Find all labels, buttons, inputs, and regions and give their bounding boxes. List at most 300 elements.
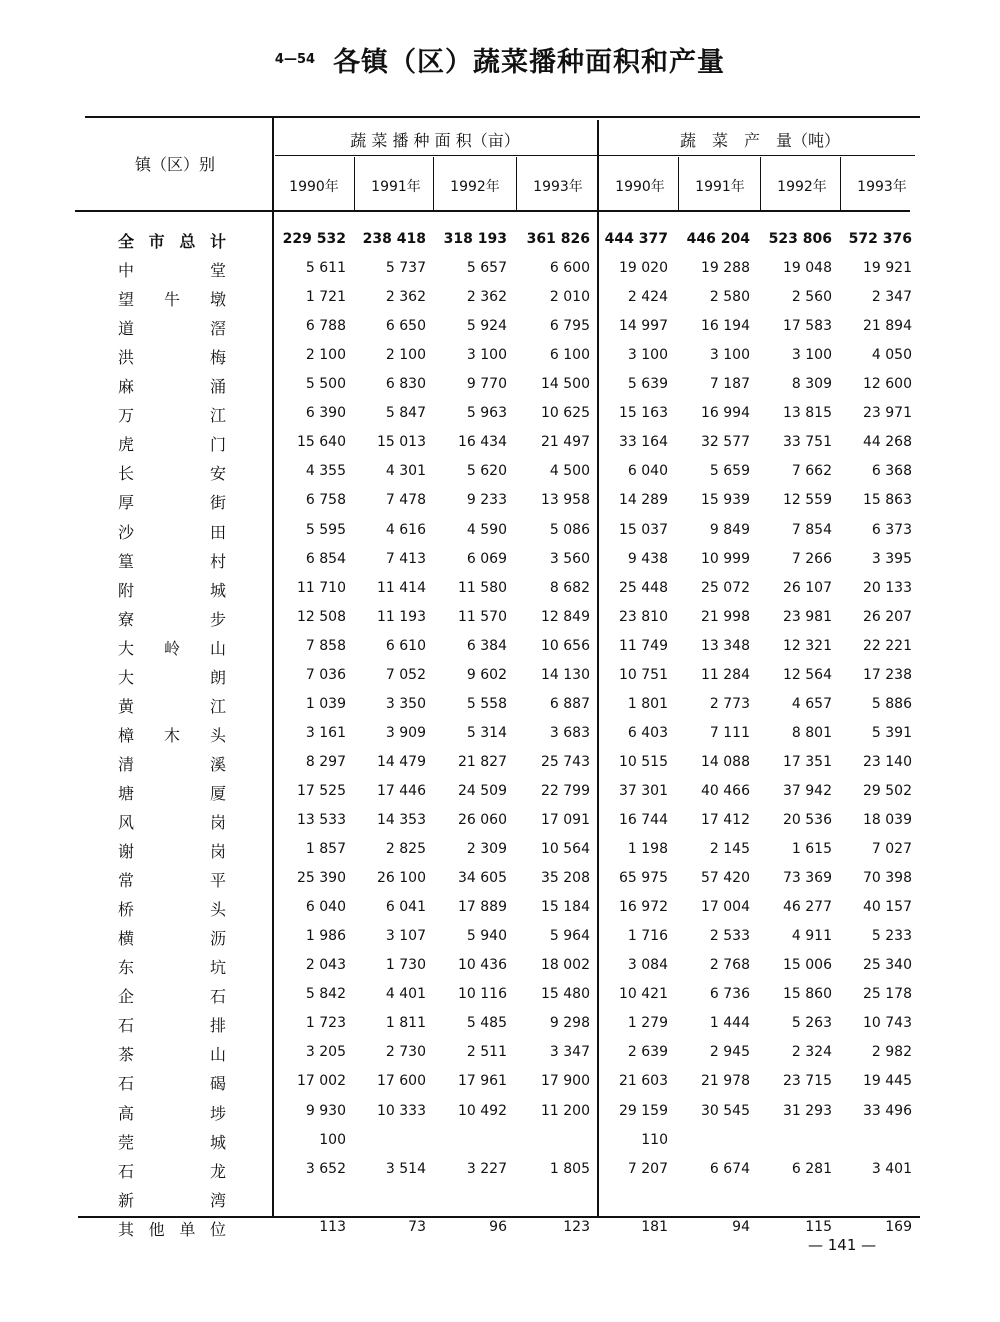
table-cell: 6 830: [385, 376, 426, 392]
table-cell: 3 205: [305, 1044, 346, 1060]
table-cell: 2 730: [385, 1044, 426, 1060]
row-label: [118, 984, 226, 1007]
row-label: [118, 955, 226, 978]
table-cell: 2 010: [549, 289, 590, 305]
table-cell: 19 020: [619, 260, 668, 276]
table-cell: 3 107: [385, 928, 426, 944]
table-cell: 73: [408, 1219, 426, 1235]
table-cell: 7 207: [627, 1161, 668, 1177]
table-cell: 6 368: [871, 463, 912, 479]
row-label-char: 大: [118, 668, 135, 687]
table-cell: 24 509: [458, 783, 507, 799]
table-cell: 10 492: [458, 1103, 507, 1119]
row-label-char: 滘: [209, 319, 226, 338]
row-label: [118, 374, 226, 397]
table-cell: 110: [641, 1132, 668, 1148]
table-cell: 12 559: [783, 492, 832, 508]
table-cell: 2 100: [385, 347, 426, 363]
row-label-char: 山: [209, 1045, 226, 1064]
table-cell: 1 801: [627, 696, 668, 712]
table-cell: 6 674: [709, 1161, 750, 1177]
table-cell: 17 004: [701, 899, 750, 915]
table-cell: 40 157: [863, 899, 912, 915]
row-label: [118, 578, 226, 601]
table-cell: 15 640: [297, 434, 346, 450]
row-label-char: 高: [118, 1104, 135, 1123]
row-label: [118, 868, 226, 891]
table-cell: 4 301: [385, 463, 426, 479]
table-cell: 5 086: [549, 522, 590, 538]
table-cell: 17 351: [783, 754, 832, 770]
table-cell: 6 373: [871, 522, 912, 538]
table-cell: 22 221: [863, 638, 912, 654]
table-cell: 15 013: [377, 434, 426, 450]
row-label-char: 石: [209, 987, 226, 1006]
row-label: [118, 229, 226, 252]
table-cell: 17 412: [701, 812, 750, 828]
row-label-char: 江: [209, 697, 226, 716]
table-cell: 13 815: [783, 405, 832, 421]
year-header: 1993年: [857, 179, 907, 195]
table-cell: 2 982: [871, 1044, 912, 1060]
table-cell: 16 994: [701, 405, 750, 421]
row-label: [118, 258, 226, 281]
table-cell: 15 480: [541, 986, 590, 1002]
row-label-char: 石: [118, 1162, 135, 1181]
table-cell: 5 924: [466, 318, 507, 334]
table-cell: 26 107: [783, 580, 832, 596]
table-cell: 25 072: [701, 580, 750, 596]
row-label: [118, 287, 226, 310]
table-cell: 25 178: [863, 986, 912, 1002]
table-cell: 2 424: [627, 289, 668, 305]
divider-col: [760, 157, 761, 211]
table-cell: 37 301: [619, 783, 668, 799]
row-label-char: 堂: [209, 261, 226, 280]
table-cell: 70 398: [863, 870, 912, 886]
table-cell: 6 069: [466, 551, 507, 567]
row-label-char: 横: [118, 929, 135, 948]
table-cell: 20 133: [863, 580, 912, 596]
table-cell: 3 100: [709, 347, 750, 363]
table-cell: 3 401: [871, 1161, 912, 1177]
row-label-char: 麻: [118, 377, 135, 396]
table-cell: 9 849: [709, 522, 750, 538]
table-cell: 10 656: [541, 638, 590, 654]
table-cell: 2 773: [709, 696, 750, 712]
table-cell: 15 006: [783, 957, 832, 973]
row-label-char: 企: [118, 987, 135, 1006]
row-label-char: 安: [209, 464, 226, 483]
row-label: [118, 345, 226, 368]
row-label: [118, 1188, 226, 1211]
row-label-char: 其: [118, 1220, 135, 1239]
row-label-char: 樟: [118, 726, 135, 745]
row-label-char: 他: [148, 1220, 165, 1239]
table-cell: 9 602: [466, 667, 507, 683]
table-cell: 10 751: [619, 667, 668, 683]
row-label-char: 长: [118, 464, 135, 483]
table-cell: 15 184: [541, 899, 590, 915]
row-label-char: 位: [209, 1220, 226, 1239]
row-label-char: 湾: [209, 1191, 226, 1210]
table-cell: 3 347: [549, 1044, 590, 1060]
table-cell: 5 886: [871, 696, 912, 712]
table-cell: 14 289: [619, 492, 668, 508]
divider-col: [433, 157, 434, 211]
table-cell: 18 002: [541, 957, 590, 973]
table-cell: 113: [319, 1219, 346, 1235]
table-cell: 73 369: [783, 870, 832, 886]
table-cell: 5 639: [627, 376, 668, 392]
header-bottom-rule: [75, 210, 910, 212]
table-title-text: 各镇（区）蔬菜播种面积和产量: [333, 47, 726, 78]
row-label-char: 溪: [209, 755, 226, 774]
table-cell: 7 027: [871, 841, 912, 857]
table-cell: 8 682: [549, 580, 590, 596]
table-cell: 17 446: [377, 783, 426, 799]
table-cell: 4 590: [466, 522, 507, 538]
table-cell: 31 293: [783, 1103, 832, 1119]
table-cell: 21 603: [619, 1073, 668, 1089]
row-label-char: 风: [118, 813, 135, 832]
table-cell: 5 620: [466, 463, 507, 479]
table-cell: 3 909: [385, 725, 426, 741]
table-cell: 2 043: [305, 957, 346, 973]
table-cell: 2 309: [466, 841, 507, 857]
table-cell: 3 084: [627, 957, 668, 973]
table-cell: 7 858: [305, 638, 346, 654]
table-cell: 123: [563, 1219, 590, 1235]
table-cell: 21 827: [458, 754, 507, 770]
row-label-char: 牛: [163, 290, 180, 309]
table-cell: 10 625: [541, 405, 590, 421]
table-cell: 5 657: [466, 260, 507, 276]
row-label-char: 城: [209, 1133, 226, 1152]
table-cell: 3 100: [791, 347, 832, 363]
table-cell: 17 525: [297, 783, 346, 799]
table-cell: 17 583: [783, 318, 832, 334]
table-cell: 1 723: [305, 1015, 346, 1031]
table-cell: 6 854: [305, 551, 346, 567]
row-label-char: 城: [209, 581, 226, 600]
table-cell: 33 496: [863, 1103, 912, 1119]
row-label-char: 莞: [118, 1133, 135, 1152]
table-cell: 23 971: [863, 405, 912, 421]
table-cell: 361 826: [526, 231, 590, 247]
table-cell: 4 355: [305, 463, 346, 479]
table-cell: 14 479: [377, 754, 426, 770]
row-label-char: 朗: [209, 668, 226, 687]
row-label-char: 新: [118, 1191, 135, 1210]
table-cell: 7 266: [791, 551, 832, 567]
table-cell: 14 500: [541, 376, 590, 392]
row-label: [118, 490, 226, 513]
table-cell: 17 002: [297, 1073, 346, 1089]
row-label-char: 茶: [118, 1045, 135, 1064]
table-cell: 30 545: [701, 1103, 750, 1119]
table-cell: 10 999: [701, 551, 750, 567]
row-label-char: 梅: [209, 348, 226, 367]
table-cell: 29 159: [619, 1103, 668, 1119]
table-cell: 2 825: [385, 841, 426, 857]
table-cell: 16 434: [458, 434, 507, 450]
table-cell: 9 930: [305, 1103, 346, 1119]
table-cell: 6 040: [305, 899, 346, 915]
table-cell: 7 052: [385, 667, 426, 683]
row-label-char: 单: [179, 1220, 196, 1239]
row-label-char: 埗: [209, 1104, 226, 1123]
table-cell: 8 297: [305, 754, 346, 770]
table-cell: 10 743: [863, 1015, 912, 1031]
table-cell: 6 390: [305, 405, 346, 421]
table-cell: 18 039: [863, 812, 912, 828]
table-cell: 318 193: [443, 231, 507, 247]
table-cell: 3 100: [466, 347, 507, 363]
table-cell: 19 445: [863, 1073, 912, 1089]
row-label-char: 计: [209, 232, 226, 251]
table-cell: 17 889: [458, 899, 507, 915]
top-rule: [85, 116, 920, 118]
table-cell: 25 743: [541, 754, 590, 770]
table-title: [0, 40, 1000, 79]
table-cell: 13 348: [701, 638, 750, 654]
table-cell: 2 768: [709, 957, 750, 973]
year-header: 1990年: [615, 179, 665, 195]
table-cell: 15 860: [783, 986, 832, 1002]
table-cell: 10 436: [458, 957, 507, 973]
table-cell: 6 040: [627, 463, 668, 479]
table-cell: 33 751: [783, 434, 832, 450]
table-cell: 6 100: [549, 347, 590, 363]
table-cell: 25 390: [297, 870, 346, 886]
row-label: [118, 432, 226, 455]
row-label-char: 附: [118, 581, 135, 600]
row-label: [118, 810, 226, 833]
table-cell: 3 514: [385, 1161, 426, 1177]
row-label: [118, 1101, 226, 1124]
table-number: 4—54: [274, 52, 316, 67]
table-cell: 21 998: [701, 609, 750, 625]
region-column-header: 镇（区）别: [134, 155, 215, 174]
table-cell: 10 421: [619, 986, 668, 1002]
table-cell: 6 610: [385, 638, 426, 654]
table-cell: 1 811: [385, 1015, 426, 1031]
table-cell: 12 564: [783, 667, 832, 683]
table-cell: 5 940: [466, 928, 507, 944]
table-cell: 57 420: [701, 870, 750, 886]
table-cell: 15 939: [701, 492, 750, 508]
table-cell: 12 600: [863, 376, 912, 392]
row-label-char: 沙: [118, 523, 135, 542]
table-cell: 7 854: [791, 522, 832, 538]
table-cell: 37 942: [783, 783, 832, 799]
table-cell: 1 730: [385, 957, 426, 973]
row-label-char: 市: [148, 232, 165, 251]
row-label-char: 总: [179, 232, 196, 251]
table-cell: 1 039: [305, 696, 346, 712]
row-label: [118, 1071, 226, 1094]
table-cell: 7 187: [709, 376, 750, 392]
table-cell: 6 041: [385, 899, 426, 915]
row-label-char: 排: [209, 1016, 226, 1035]
table-cell: 2 560: [791, 289, 832, 305]
table-cell: 96: [489, 1219, 507, 1235]
row-label-char: 村: [209, 552, 226, 571]
table-cell: 8 801: [791, 725, 832, 741]
table-cell: 3 395: [871, 551, 912, 567]
table-cell: 2 580: [709, 289, 750, 305]
area-group-header: 蔬 菜 播 种 面 积（亩）: [350, 131, 520, 150]
row-label: [118, 839, 226, 862]
table-cell: 23 981: [783, 609, 832, 625]
table-cell: 5 737: [385, 260, 426, 276]
row-label: [118, 1013, 226, 1036]
group-underline: [275, 155, 915, 156]
table-cell: 2 100: [305, 347, 346, 363]
row-label-char: 江: [209, 406, 226, 425]
table-cell: 1 716: [627, 928, 668, 944]
table-cell: 9 298: [549, 1015, 590, 1031]
row-label-char: 篁: [118, 552, 135, 571]
table-cell: 15 037: [619, 522, 668, 538]
table-cell: 21 978: [701, 1073, 750, 1089]
row-label-char: 墩: [209, 290, 226, 309]
table-cell: 6 795: [549, 318, 590, 334]
table-cell: 33 164: [619, 434, 668, 450]
table-cell: 11 284: [701, 667, 750, 683]
year-header: 1993年: [533, 179, 583, 195]
table-cell: 6 650: [385, 318, 426, 334]
row-label-char: 谢: [118, 842, 135, 861]
table-cell: 1 721: [305, 289, 346, 305]
table-cell: 5 485: [466, 1015, 507, 1031]
table-cell: 2 145: [709, 841, 750, 857]
table-cell: 94: [732, 1219, 750, 1235]
row-label: [118, 926, 226, 949]
table-cell: 23 715: [783, 1073, 832, 1089]
table-cell: 5 842: [305, 986, 346, 1002]
table-cell: 5 233: [871, 928, 912, 944]
table-cell: 3 560: [549, 551, 590, 567]
table-cell: 3 227: [466, 1161, 507, 1177]
table-cell: 8 309: [791, 376, 832, 392]
row-label-char: 碣: [209, 1074, 226, 1093]
table-cell: 25 448: [619, 580, 668, 596]
table-cell: 100: [319, 1132, 346, 1148]
table-cell: 19 921: [863, 260, 912, 276]
table-cell: 3 683: [549, 725, 590, 741]
table-cell: 3 100: [627, 347, 668, 363]
table-cell: 11 193: [377, 609, 426, 625]
table-cell: 13 958: [541, 492, 590, 508]
row-label-char: 全: [118, 232, 135, 251]
table-cell: 17 600: [377, 1073, 426, 1089]
row-label-char: 大: [118, 639, 135, 658]
row-label-char: 东: [118, 958, 135, 977]
table-cell: 5 847: [385, 405, 426, 421]
table-cell: 23 810: [619, 609, 668, 625]
table-cell: 7 662: [791, 463, 832, 479]
row-label-char: 岗: [209, 842, 226, 861]
table-cell: 6 887: [549, 696, 590, 712]
table-cell: 6 788: [305, 318, 346, 334]
table-cell: 46 277: [783, 899, 832, 915]
table-cell: 5 500: [305, 376, 346, 392]
row-label-char: 桥: [118, 900, 135, 919]
table-cell: 29 502: [863, 783, 912, 799]
row-label: [118, 549, 226, 572]
table-cell: 35 208: [541, 870, 590, 886]
table-cell: 5 611: [305, 260, 346, 276]
divider-col: [354, 157, 355, 211]
table-cell: 2 639: [627, 1044, 668, 1060]
table-cell: 4 401: [385, 986, 426, 1002]
row-label-char: 沥: [209, 929, 226, 948]
table-cell: 16 972: [619, 899, 668, 915]
table-cell: 5 391: [871, 725, 912, 741]
row-label-char: 望: [118, 290, 135, 309]
output-group-header: 蔬 菜 产 量（吨）: [679, 131, 840, 150]
table-cell: 7 036: [305, 667, 346, 683]
year-header: 1992年: [450, 179, 500, 195]
row-label: [118, 1042, 226, 1065]
table-cell: 40 466: [701, 783, 750, 799]
table-cell: 15 863: [863, 492, 912, 508]
table-cell: 6 384: [466, 638, 507, 654]
table-cell: 17 091: [541, 812, 590, 828]
table-cell: 1 279: [627, 1015, 668, 1031]
table-cell: 5 558: [466, 696, 507, 712]
table-cell: 2 347: [871, 289, 912, 305]
row-label: [118, 665, 226, 688]
table-cell: 446 204: [686, 231, 750, 247]
row-label: [118, 607, 226, 630]
table-cell: 444 377: [604, 231, 668, 247]
row-label: [118, 1217, 226, 1240]
row-label-char: 山: [209, 639, 226, 658]
table-cell: 5 659: [709, 463, 750, 479]
row-label-char: 门: [209, 435, 226, 454]
row-label-char: 坑: [209, 958, 226, 977]
table-cell: 1 986: [305, 928, 346, 944]
row-label-char: 洪: [118, 348, 135, 367]
row-label-char: 黄: [118, 697, 135, 716]
row-label-char: 道: [118, 319, 135, 338]
row-label: [118, 1130, 226, 1153]
table-cell: 229 532: [282, 231, 346, 247]
row-label: [118, 520, 226, 543]
row-label-char: 岗: [209, 813, 226, 832]
table-cell: 14 353: [377, 812, 426, 828]
row-label-char: 街: [209, 493, 226, 512]
table-cell: 19 288: [701, 260, 750, 276]
table-cell: 10 333: [377, 1103, 426, 1119]
table-cell: 169: [885, 1219, 912, 1235]
table-cell: 2 362: [466, 289, 507, 305]
row-label-char: 虎: [118, 435, 135, 454]
row-label-char: 寮: [118, 610, 135, 629]
row-label-char: 石: [118, 1016, 135, 1035]
table-cell: 23 140: [863, 754, 912, 770]
table-cell: 4 657: [791, 696, 832, 712]
table-cell: 15 163: [619, 405, 668, 421]
row-label-char: 头: [209, 726, 226, 745]
table-cell: 1 444: [709, 1015, 750, 1031]
table-cell: 11 749: [619, 638, 668, 654]
table-cell: 19 048: [783, 260, 832, 276]
table-cell: 44 268: [863, 434, 912, 450]
